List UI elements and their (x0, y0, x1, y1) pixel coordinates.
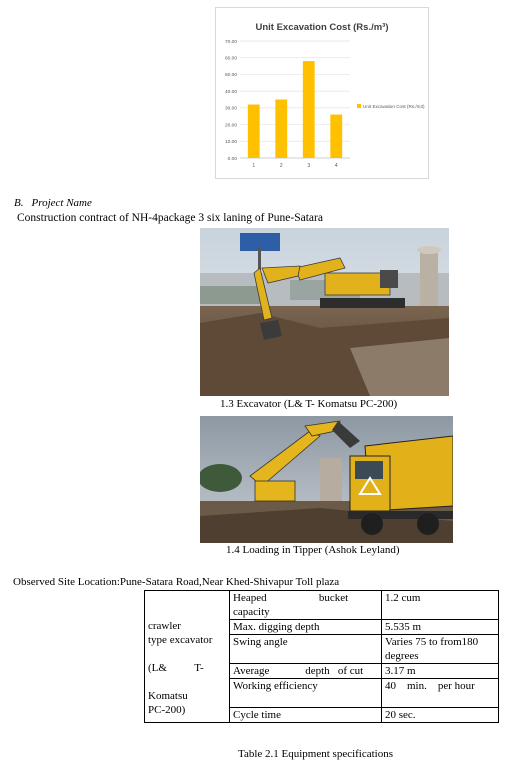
bar (248, 105, 260, 158)
y-tick-label: 20.00 (224, 123, 237, 129)
y-tick-label: 40.00 (224, 89, 237, 95)
table-row (145, 591, 499, 620)
spec-value: 1.2 cum (382, 591, 499, 620)
section-heading (14, 197, 92, 209)
spec-label: Working efficiency (230, 679, 382, 708)
spec-value: 20 sec. (382, 708, 499, 723)
equipment-name-line: crawler (148, 620, 181, 632)
chart-canvas (216, 8, 428, 178)
equipment-name-line: type excavator (148, 634, 213, 646)
site-location: Observed Site Location:Pune-Satara Road,Near Khed-Shivapur Toll plaza (13, 576, 340, 588)
bar (303, 61, 315, 158)
section-number: B. (14, 197, 24, 209)
project-description: Construction contract of NH-4package 3 six laning of Pune-Satara (17, 212, 323, 224)
spec-value: 40 min. per hour (382, 679, 499, 708)
equipment-name-line: Komatsu (148, 690, 188, 702)
spec-value: 5.535 m (382, 620, 499, 635)
y-tick-label: 30.00 (224, 106, 237, 112)
bar (275, 100, 287, 159)
equipment-name-spacer (148, 647, 226, 661)
y-tick-label: 70.00 (224, 39, 237, 45)
equipment-name-cell (145, 591, 230, 723)
y-tick-label: 10.00 (224, 140, 237, 146)
spec-label: Cycle time (230, 708, 382, 723)
x-tick-label: 3 (307, 163, 311, 169)
spec-value: 3.17 m (382, 664, 499, 679)
spec-value: Varies 75 to from180 degrees (382, 635, 499, 664)
legend-label: Unit Excavation Cost (Rs./m3) (363, 104, 425, 109)
spec-label: Heaped bucket capacity (230, 591, 382, 620)
spec-label: Swing angle (230, 635, 382, 664)
figure-caption-tipper: 1.4 Loading in Tipper (Ashok Leyland) (226, 544, 400, 556)
figure-caption-excavator: 1.3 Excavator (L& T- Komatsu PC-200) (220, 398, 398, 410)
spec-label: Average depth of cut (230, 664, 382, 679)
equipment-name-line: (L& T- (148, 662, 204, 674)
tipper-photo (200, 416, 453, 543)
equipment-spec-table (144, 590, 499, 723)
chart-legend (357, 104, 425, 109)
x-tick-label: 1 (252, 163, 256, 169)
table-caption: Table 2.1 Equipment specifications (238, 748, 394, 760)
x-tick-label: 4 (334, 163, 338, 169)
legend-swatch (357, 104, 361, 108)
y-tick-label: 0.00 (227, 156, 237, 162)
x-tick-label: 2 (279, 163, 283, 169)
excavation-cost-chart (215, 7, 429, 179)
bar (330, 115, 342, 158)
spec-label: Max. digging depth (230, 620, 382, 635)
equipment-name-line: PC-200) (148, 704, 186, 716)
chart-title: Unit Excavation Cost (Rs./m³) (255, 22, 389, 33)
equipment-name-spacer (148, 675, 226, 689)
y-tick-label: 50.00 (224, 73, 237, 79)
y-tick-label: 60.00 (224, 56, 237, 62)
excavator-photo (200, 228, 449, 396)
section-title: Project Name (31, 197, 92, 209)
